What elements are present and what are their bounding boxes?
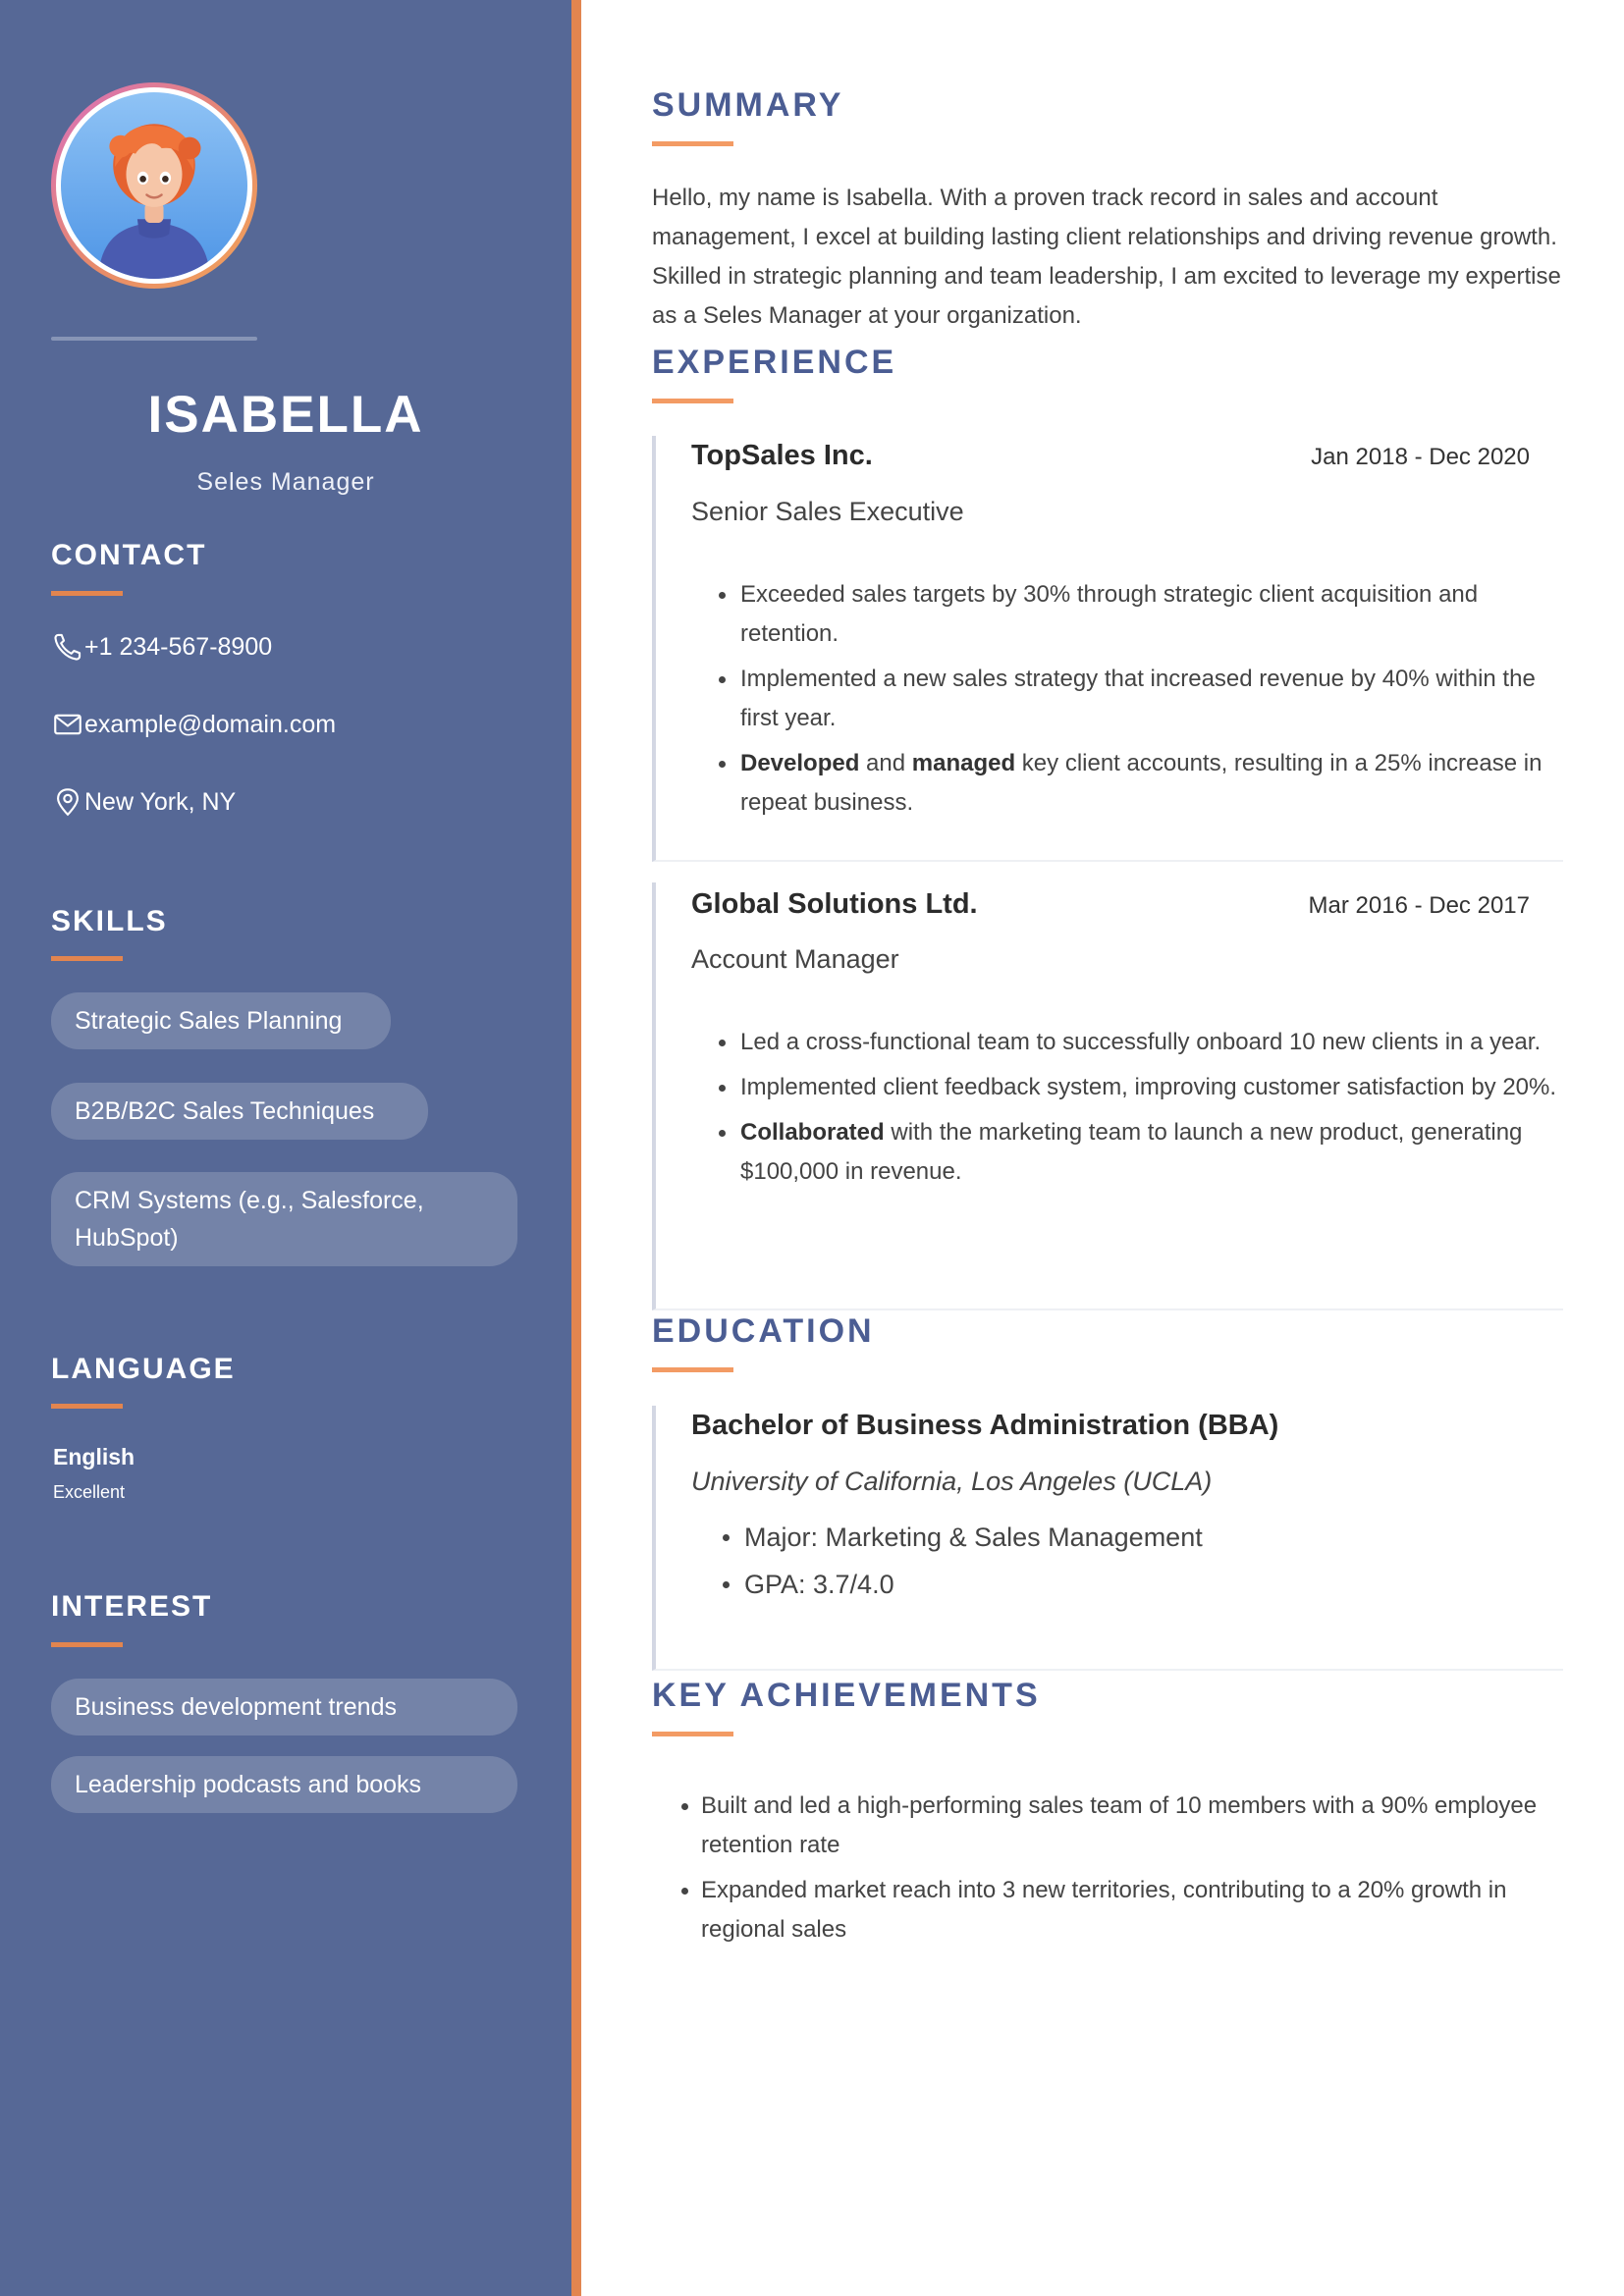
job-title: Account Manager — [691, 944, 899, 974]
contact-phone-text: +1 234-567-8900 — [84, 632, 273, 661]
avatar — [51, 82, 257, 289]
language-name: English — [53, 1444, 135, 1469]
contact-location — [51, 785, 236, 819]
company-name: TopSales Inc. — [691, 440, 873, 471]
contact-location-text: New York, NY — [84, 787, 237, 816]
achievement-item: Expanded market reach into 3 new territories, contributing to a 20% growth in regional sales — [701, 1871, 1565, 1949]
skills-underline — [51, 956, 123, 961]
summary-heading: SUMMARY — [652, 86, 844, 124]
language-heading: LANGUAGE — [51, 1353, 236, 1385]
interest-pill: Leadership podcasts and books — [51, 1756, 517, 1813]
contact-email[interactable] — [51, 708, 336, 741]
job-bullet: Led a cross-functional team to successfully onboard 10 new clients in a year. — [740, 1023, 1565, 1062]
achievement-item: Built and led a high-performing sales team of 10 members with a 90% employee retention rate — [701, 1787, 1565, 1865]
education-detail: GPA: 3.7/4.0 — [744, 1561, 1203, 1608]
achievements-heading: KEY ACHIEVEMENTS — [652, 1677, 1041, 1714]
contact-heading: CONTACT — [51, 539, 207, 571]
interest-heading: INTEREST — [51, 1590, 213, 1623]
degree-name: Bachelor of Business Administration (BBA) — [691, 1410, 1279, 1441]
location-pin-icon — [51, 785, 84, 819]
achievements-list — [701, 1787, 1565, 1955]
contact-underline — [51, 591, 123, 596]
avatar-illustration — [61, 92, 247, 279]
education-entry — [652, 1406, 1563, 1671]
phone-icon — [51, 630, 84, 664]
summary-text: Hello, my name is Isabella. With a proven track record in sales and account management, I excel at building lasting client relationships and driving revenue growth. Skilled in strategic planning and team leadership, I am excited to leverage my expertise as a Seles Manager at your organization. — [652, 185, 1561, 329]
school-name: University of California, Los Angeles (UCLA) — [691, 1467, 1213, 1496]
candidate-role: Seles Manager — [196, 468, 375, 496]
job-bullet: Collaborated with the marketing team to launch a new product, generating $100,000 in revenue. — [740, 1113, 1565, 1192]
education-details — [744, 1514, 1203, 1608]
candidate-name: ISABELLA — [147, 386, 424, 444]
job-date: Mar 2016 - Dec 2017 — [1308, 892, 1530, 919]
mail-icon — [51, 708, 84, 741]
skill-pill: B2B/B2C Sales Techniques — [51, 1083, 428, 1140]
achievements-underline — [652, 1732, 733, 1736]
job-bullets — [740, 1023, 1565, 1198]
experience-entry — [652, 882, 1563, 1310]
job-bullet: Implemented a new sales strategy that increased revenue by 40% within the first year. — [740, 660, 1565, 738]
sidebar-accent-stripe — [571, 0, 581, 2296]
interest-underline — [51, 1642, 123, 1647]
job-bullet: Developed and managed key client accounts, resulting in a 25% increase in repeat business. — [740, 744, 1565, 823]
language-level: Excellent — [53, 1482, 126, 1502]
job-bullets — [740, 575, 1565, 828]
summary-underline — [652, 141, 733, 146]
language-underline — [51, 1404, 123, 1409]
experience-heading: EXPERIENCE — [652, 344, 897, 381]
skills-heading: SKILLS — [51, 905, 168, 937]
company-name: Global Solutions Ltd. — [691, 888, 978, 920]
interest-pill: Business development trends — [51, 1679, 517, 1735]
job-bullet: Exceeded sales targets by 30% through strategic client acquisition and retention. — [740, 575, 1565, 654]
contact-email-text: example@domain.com — [84, 710, 337, 738]
education-detail: Major: Marketing & Sales Management — [744, 1514, 1203, 1561]
skill-pill: CRM Systems (e.g., Salesforce, HubSpot) — [51, 1172, 517, 1266]
sidebar-divider — [51, 337, 257, 341]
education-heading: EDUCATION — [652, 1312, 875, 1350]
contact-phone[interactable] — [51, 630, 272, 664]
sidebar — [0, 0, 571, 2296]
job-date: Jan 2018 - Dec 2020 — [1311, 444, 1530, 470]
job-title: Senior Sales Executive — [691, 497, 964, 526]
skill-pill: Strategic Sales Planning — [51, 992, 391, 1049]
experience-underline — [652, 399, 733, 403]
job-bullet: Implemented client feedback system, improving customer satisfaction by 20%. — [740, 1068, 1565, 1107]
education-underline — [652, 1367, 733, 1372]
experience-entry — [652, 436, 1563, 862]
